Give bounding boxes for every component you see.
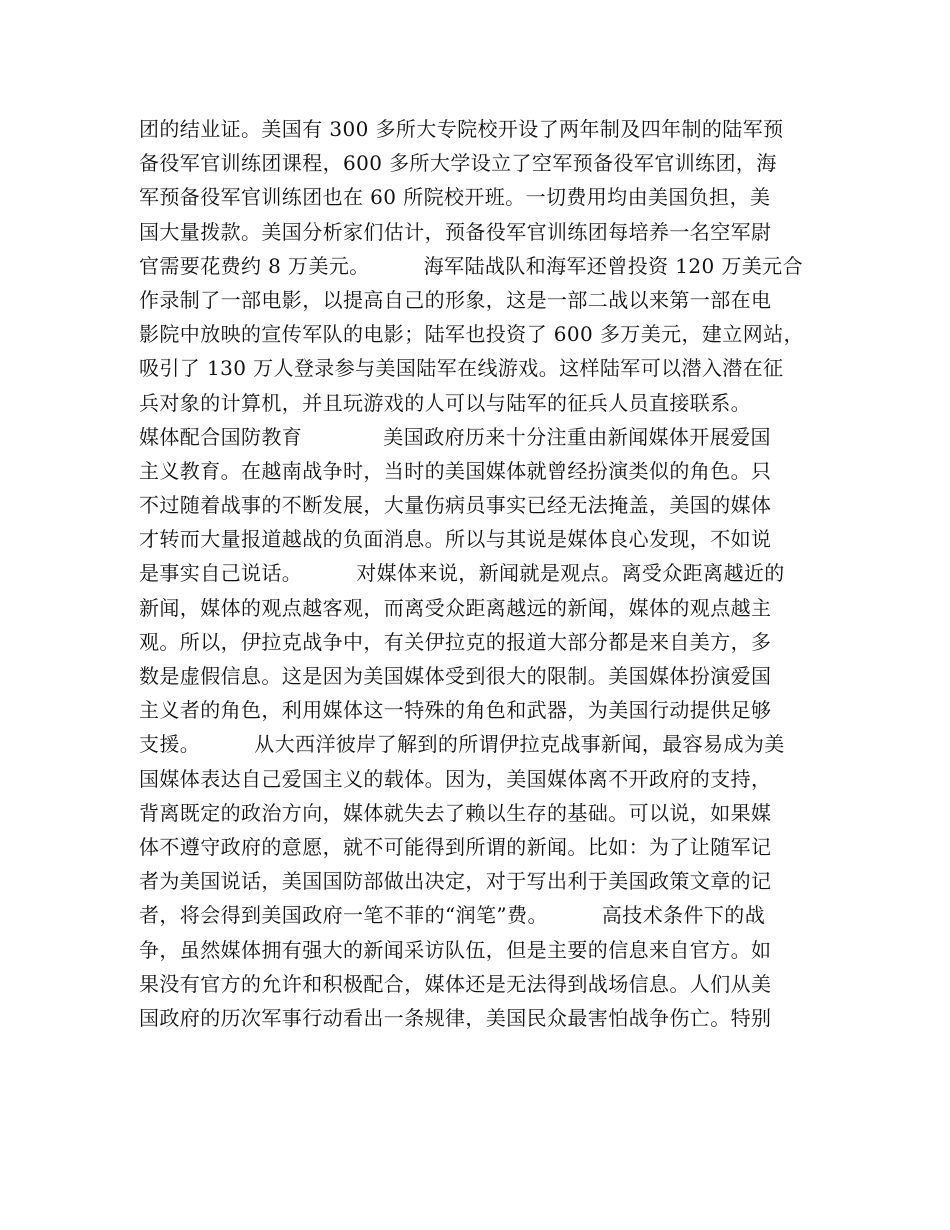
text-line: 是事实自己说话。 对媒体来说，新闻就是观点。离受众距离越近的: [139, 561, 785, 586]
text-line: 国媒体表达自己爱国主义的载体。因为，美国媒体离不开政府的支持，: [139, 766, 772, 791]
text-line: 新闻，媒体的观点越客观，而离受众距离越远的新闻，媒体的观点越主: [139, 595, 772, 620]
text-line: 果没有官方的允许和积极配合，媒体还是无法得到战场信息。人们从美: [139, 971, 772, 996]
text-line: 吸引了 130 万人登录参与美国陆军在线游戏。这样陆军可以潜入潜在征: [139, 356, 784, 381]
body-text: [139, 112, 819, 1035]
text-line: 背离既定的政治方向，媒体就失去了赖以生存的基础。可以说，如果媒: [139, 800, 772, 825]
text-line: 军预备役军官训练团也在 60 所院校开班。一切费用均由美国负担，美: [139, 185, 771, 210]
text-line: 支援。 从大西洋彼岸了解到的所谓伊拉克战事新闻，最容易成为美: [139, 732, 785, 757]
text-line: 者为美国说话，美国国防部做出决定，对于写出利于美国政策文章的记: [139, 869, 772, 894]
text-line: 国大量拨款。美国分析家们估计，预备役军官训练团每培养一名空军尉: [139, 219, 772, 244]
text-line: 影院中放映的宣传军队的电影；陆军也投资了 600 多万美元，建立网站，: [139, 322, 804, 347]
text-line: 才转而大量报道越战的负面消息。所以与其说是媒体良心发现，不如说: [139, 527, 772, 552]
text-line: 争，虽然媒体拥有强大的新闻采访队伍，但是主要的信息来自官方。如: [139, 937, 772, 962]
text-line: 备役军官训练团课程，600 多所大学设立了空军预备役军官训练团，海: [139, 151, 777, 176]
text-line: 国政府的历次军事行动看出一条规律，美国民众最害怕战争伤亡。特别: [139, 1005, 772, 1030]
text-line: 兵对象的计算机，并且玩游戏的人可以与陆军的征兵人员直接联系。: [139, 390, 751, 415]
text-line: 主义教育。在越南战争时，当时的美国媒体就曾经扮演类似的角色。只: [139, 458, 772, 483]
section-heading-line: 媒体配合国防教育 美国政府历来十分注重由新闻媒体开展爱国: [139, 424, 771, 449]
text-line: 观。所以，伊拉克战争中，有关伊拉克的报道大部分都是来自美方，多: [139, 629, 772, 654]
text-line: 者，将会得到美国政府一笔不菲的“润笔”费。 高技术条件下的战: [139, 903, 766, 928]
text-line: 官需要花费约 8 万美元。 海军陆战队和海军还曾投资 120 万美元合: [139, 253, 803, 278]
text-line: 作录制了一部电影，以提高自己的形象，这是一部二战以来第一部在电: [139, 287, 772, 312]
text-line: 数是虚假信息。这是因为美国媒体受到很大的限制。美国媒体扮演爱国: [139, 664, 772, 688]
text-line: 团的结业证。美国有 300 多所大专院校开设了两年制及四年制的陆军预: [139, 117, 784, 141]
text-line: 体不遵守政府的意愿，就不可能得到所谓的新闻。比如：为了让随军记: [139, 834, 772, 859]
text-line: 主义者的角色，利用媒体这一特殊的角色和武器，为美国行动提供足够: [139, 698, 772, 723]
text-line: 不过随着战事的不断发展，大量伤病员事实已经无法掩盖，美国的媒体: [139, 493, 772, 518]
